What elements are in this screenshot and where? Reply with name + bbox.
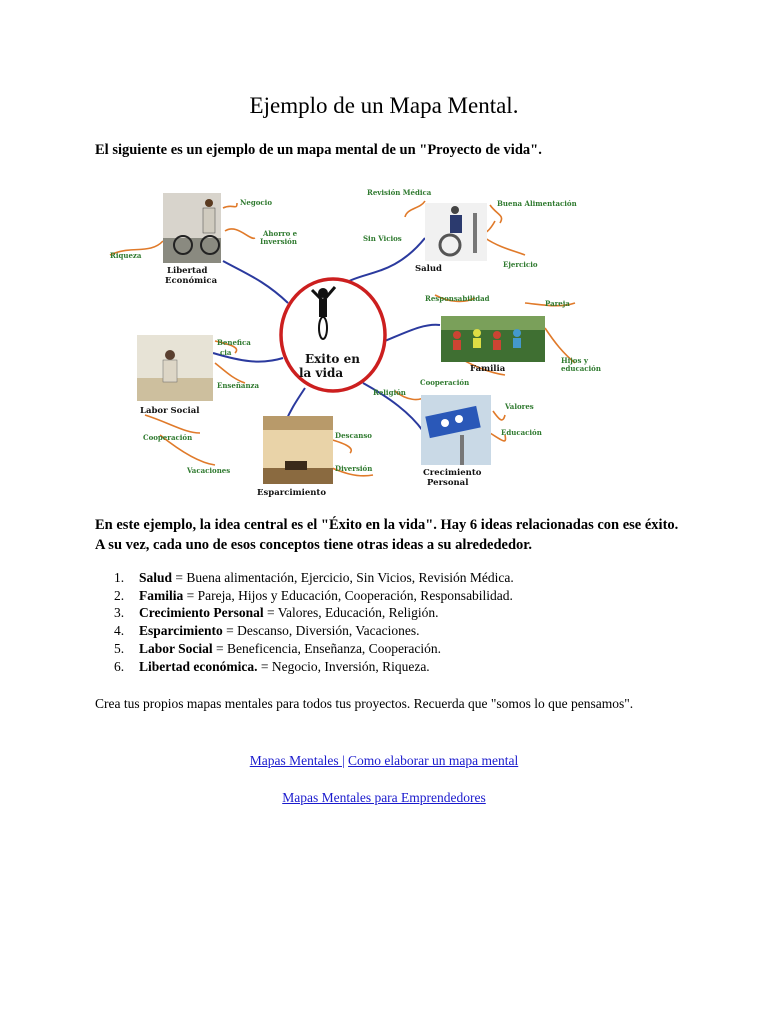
esparcimiento-item-diversion: Diversión [335, 464, 373, 473]
libertad-item-riqueza: Riqueza [110, 251, 142, 260]
familia-title: Familia [470, 364, 506, 374]
labor-item-cia: cia [220, 348, 232, 357]
crecimiento-item-religion: Religión [373, 388, 406, 397]
salud-item-ejercicio: Ejercicio [503, 260, 538, 269]
libertad-item-ahorro: Ahorro e [263, 229, 298, 238]
labor-item-benefica: Benefica [217, 338, 251, 347]
mind-map-image [105, 183, 617, 501]
link-separator: | [341, 753, 345, 768]
familia-item-pareja: Pareja [545, 299, 570, 308]
crecimiento-item-educacion: Educación [501, 428, 542, 437]
libertad-item-negocio: Negocio [240, 198, 273, 207]
list-item: 5. Labor Social = Beneficencia, Enseñanza, Cooperación. [114, 640, 442, 656]
list-item: 4. Esparcimiento = Descanso, Diversión, Vacaciones. [114, 623, 420, 639]
intro-text: El siguiente es un ejemplo de un mapa mental de un "Proyecto de vida". [95, 142, 542, 158]
familia-photo [441, 316, 545, 362]
libertad-item-inversion: Inversión [260, 237, 297, 246]
list-item: 1. Salud = Buena alimentación, Ejercicio, Sin Vicios, Revisión Médica. [114, 570, 514, 585]
links-row [0, 753, 768, 769]
list-item: 3. Crecimiento Personal = Valores, Educación, Religión. [114, 605, 439, 621]
crecimiento-photo [421, 395, 491, 465]
esparcimiento-item-vacaciones: Vacaciones [187, 466, 231, 475]
libertad-photo [163, 193, 221, 263]
center-label-line-1: Exito en [305, 352, 360, 366]
libertad-title-2: Económica [165, 276, 218, 286]
link-emprendedores[interactable]: Mapas Mentales para Emprendedores [282, 790, 486, 805]
familia-item-hijos: Hijos y [561, 356, 588, 365]
salud-title: Salud [415, 264, 442, 274]
labor-photo [137, 335, 213, 401]
labor-item-cooperacion: Cooperación [143, 433, 193, 442]
labor-item-ensenanza: Enseñanza [217, 381, 260, 390]
crecimiento-item-valores: Valores [505, 402, 534, 411]
crecimiento-title-2: Personal [427, 478, 469, 488]
salud-photo [425, 203, 487, 261]
salud-item-vicios: Sin Vicios [363, 234, 402, 243]
link-como-elaborar[interactable]: Como elaborar un mapa mental [348, 753, 519, 768]
esparcimiento-photo [263, 416, 333, 484]
salud-item-revision: Revisión Médica [367, 188, 432, 197]
links-row-2 [0, 790, 768, 806]
familia-item-cooperacion: Cooperación [420, 378, 470, 387]
page-title: Ejemplo de un Mapa Mental. [249, 93, 519, 118]
list-item: 2. Familia = Pareja, Hijos y Educación, Cooperación, Responsabilidad. [114, 587, 513, 603]
esparcimiento-item-descanso: Descanso [335, 431, 372, 440]
libertad-title-1: Libertad [167, 266, 208, 276]
labor-title: Labor Social [140, 406, 200, 416]
esparcimiento-title: Esparcimiento [257, 488, 327, 498]
salud-item-alimentacion: Buena Alimentación [497, 199, 577, 208]
center-label-line-2: la vida [299, 366, 344, 380]
explanation-text: En este ejemplo, la idea central es el "Éxito en la vida". Hay 6 ideas relacionadas con ese éxito. A su vez, cada uno de esos conceptos tiene otras ideas a su alredededor. [95, 517, 679, 553]
summary-list [114, 569, 514, 675]
closing-text: Crea tus propios mapas mentales para todos tus proyectos. Recuerda que "somos lo que pensamos". [95, 696, 634, 711]
familia-item-educacion: educación [561, 364, 601, 373]
familia-item-responsabilidad: Responsabilidad [425, 294, 490, 303]
crecimiento-title-1: Crecimiento [423, 468, 482, 478]
list-item: 6. Libertad económica. = Negocio, Inversión, Riqueza. [114, 658, 430, 674]
link-mapas-mentales[interactable]: Mapas Mentales [249, 753, 342, 768]
